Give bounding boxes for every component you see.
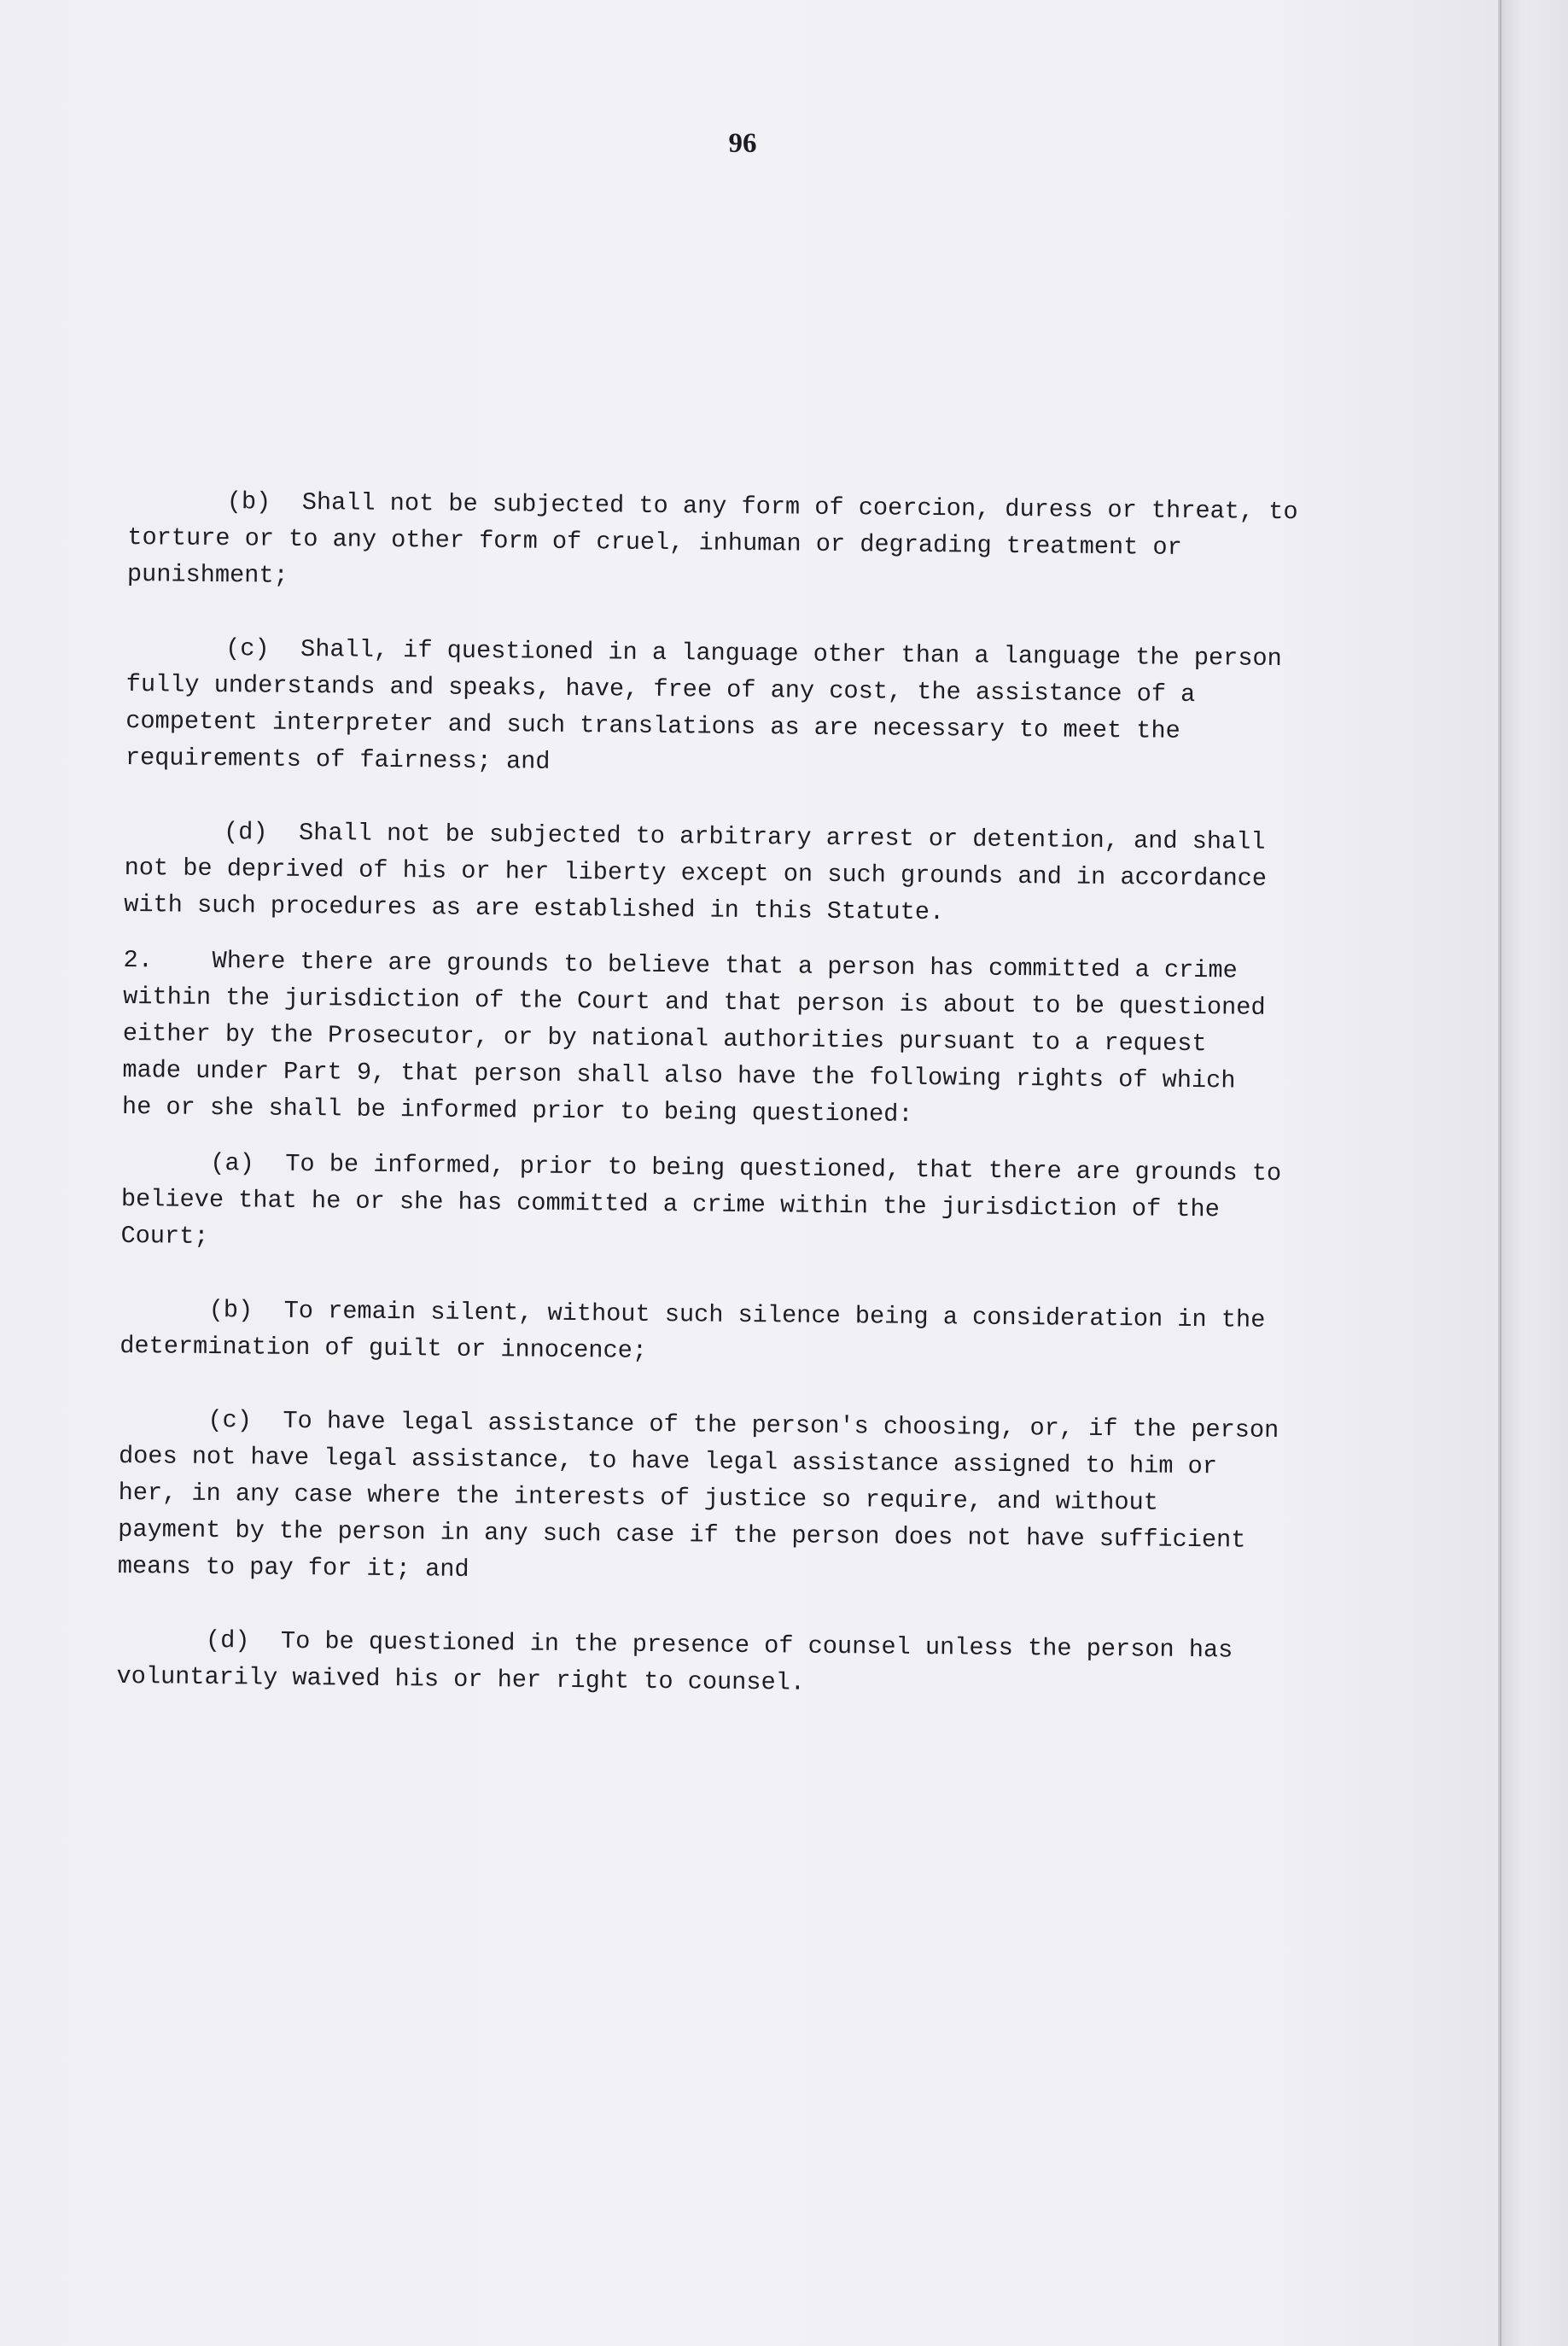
clause-line: made under Part 9, that person shall also have the following rights of which xyxy=(122,1055,1236,1095)
clause-line: with such procedures as are established in this Statute. xyxy=(124,890,945,927)
clause-line: (b) To remain silent, without such silence being a consideration in the xyxy=(119,1291,1417,1340)
page-edge-line xyxy=(1500,0,1501,2346)
clause-line: believe that he or she has committed a crime within the jurisdiction of the xyxy=(120,1184,1220,1224)
clause-line: requirements of fairness; and xyxy=(125,743,551,776)
page-number: 96 xyxy=(728,128,757,159)
clause-line: (b) Shall not be subjected to any form of coercion, duress or threat, to xyxy=(128,482,1425,532)
clause-label: (a) xyxy=(210,1148,254,1178)
clause-line: within the jurisdiction of the Court and that person is about to be questioned xyxy=(123,982,1266,1022)
clause-2-a xyxy=(120,1144,1419,1267)
clause-line: either by the Prosecutor, or by national authorities pursuant to a request xyxy=(122,1018,1207,1059)
clause-line: determination of guilt or innocence; xyxy=(119,1331,648,1365)
clause-line: voluntarily waived his or her right to counsel. xyxy=(116,1661,806,1697)
clause-label: (b) xyxy=(226,487,271,516)
clause-line: (d) To be questioned in the presence of counsel unless the person has xyxy=(117,1621,1414,1671)
clause-line: 2. Where there are grounds to believe that a person has committed a crime xyxy=(123,942,1420,991)
document-body xyxy=(116,482,1425,1707)
clause-line: (c) Shall, if questioned in a language other than a language the person xyxy=(126,629,1424,679)
clause-label: 2. xyxy=(123,945,154,975)
paragraph-2 xyxy=(122,942,1421,1138)
clause-label: (b) xyxy=(208,1295,254,1325)
clause-1-b xyxy=(127,482,1425,605)
clause-1-d xyxy=(124,813,1422,936)
page-edge xyxy=(1498,0,1568,2346)
clause-line: punishment; xyxy=(126,559,289,590)
clause-line: her, in any case where the interests of justice so require, and without xyxy=(118,1478,1159,1517)
clause-line: (d) Shall not be subjected to arbitrary arrest or detention, and shall xyxy=(125,813,1422,862)
clause-line: fully understands and speaks, have, free of any cost, the assistance of a xyxy=(125,669,1196,709)
clause-line: Court; xyxy=(120,1221,209,1251)
clause-line: does not have legal assistance, to have legal assistance assigned to him or xyxy=(118,1441,1218,1481)
clause-line: competent interpreter and such translations as are necessary to meet the xyxy=(125,706,1180,745)
clause-line: payment by the person in any such case if the person does not have sufficient xyxy=(118,1514,1246,1555)
clause-2-c xyxy=(118,1401,1417,1597)
clause-label: (c) xyxy=(224,634,270,663)
clause-label: (c) xyxy=(207,1405,253,1435)
clause-label: (d) xyxy=(223,818,268,847)
clause-line: means to pay for it; and xyxy=(117,1551,469,1584)
clause-2-b xyxy=(119,1291,1418,1377)
clause-2-d xyxy=(116,1621,1414,1707)
clause-line: (c) To have legal assistance of the person's choosing, or, if the person xyxy=(119,1401,1416,1450)
clause-line: torture or to any other form of cruel, inhuman or degrading treatment or xyxy=(127,522,1182,562)
clause-line: (a) To be informed, prior to being questioned, that there are grounds to xyxy=(121,1144,1419,1193)
clause-line: not be deprived of his or her liberty except on such grounds and in accordance xyxy=(124,853,1268,893)
clause-1-c xyxy=(125,629,1425,789)
clause-line: he or she shall be informed prior to being questioned: xyxy=(121,1092,913,1129)
clause-label: (d) xyxy=(205,1625,250,1655)
